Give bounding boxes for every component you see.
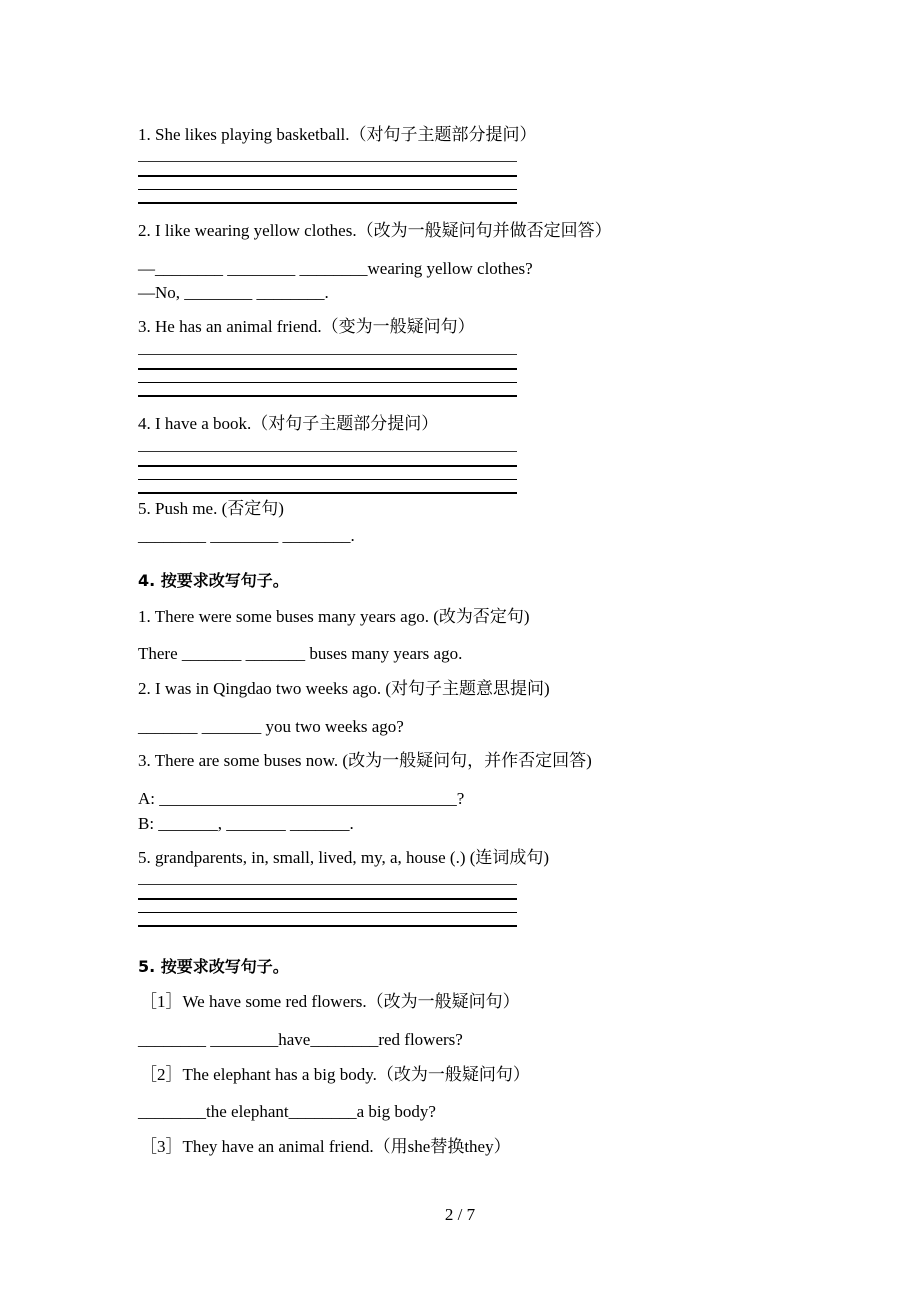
s4-question-1-text: 1. There were some buses many years ago. (改为否定句) <box>138 607 530 626</box>
question-5-answer-line[interactable]: ________ ________ ________. <box>138 526 355 545</box>
s4-question-3-answer-a[interactable]: A: ___________________________________? <box>138 789 465 808</box>
s5-question-2-answer[interactable]: ________the elephant________a big body? <box>138 1102 436 1121</box>
s4-question-2-answer[interactable]: _______ _______ you two weeks ago? <box>138 717 404 736</box>
section-4-heading: 4. 按要求改写句子。 <box>138 571 289 590</box>
s5-question-1-text: ［1］We have some red flowers.（改为一般疑问句） <box>140 992 520 1011</box>
s4-question-3-answer-b[interactable]: B: _______, _______ _______. <box>138 814 354 833</box>
question-2-text: 2. I like wearing yellow clothes.（改为一般疑问句并做否定回答） <box>138 221 612 240</box>
s5-question-1-answer[interactable]: ________ ________have________red flowers? <box>138 1030 463 1049</box>
s4-question-3-text: 3. There are some buses now. (改为一般疑问句，并作否定回答) <box>138 751 592 770</box>
question-4-text: 4. I have a book.（对句子主题部分提问） <box>138 414 439 433</box>
question-1-text: 1. She likes playing basketball.（对句子主题部分提问） <box>138 125 537 144</box>
s4-question-2-text: 2. I was in Qingdao two weeks ago. (对句子主题意思提问) <box>138 679 550 698</box>
question-2-answer-line-1[interactable]: —________ ________ ________wearing yellow clothes? <box>138 259 533 278</box>
s4-question-1-answer[interactable]: There _______ _______ buses many years ago. <box>138 644 463 663</box>
s5-question-3-text: ［3］They have an animal friend.（用she替换they） <box>140 1137 511 1156</box>
page-number: 2 / 7 <box>444 1205 476 1224</box>
question-3-text: 3. He has an animal friend.（变为一般疑问句） <box>138 317 475 336</box>
question-5-text: 5. Push me. (否定句) <box>138 499 284 518</box>
section-5-heading: 5. 按要求改写句子。 <box>138 957 289 976</box>
s5-question-2-text: ［2］The elephant has a big body.（改为一般疑问句） <box>140 1065 530 1084</box>
s4-question-5-text: 5. grandparents, in, small, lived, my, a, house (.) (连词成句) <box>138 848 550 867</box>
question-2-answer-line-2[interactable]: —No, ________ ________. <box>138 283 329 302</box>
